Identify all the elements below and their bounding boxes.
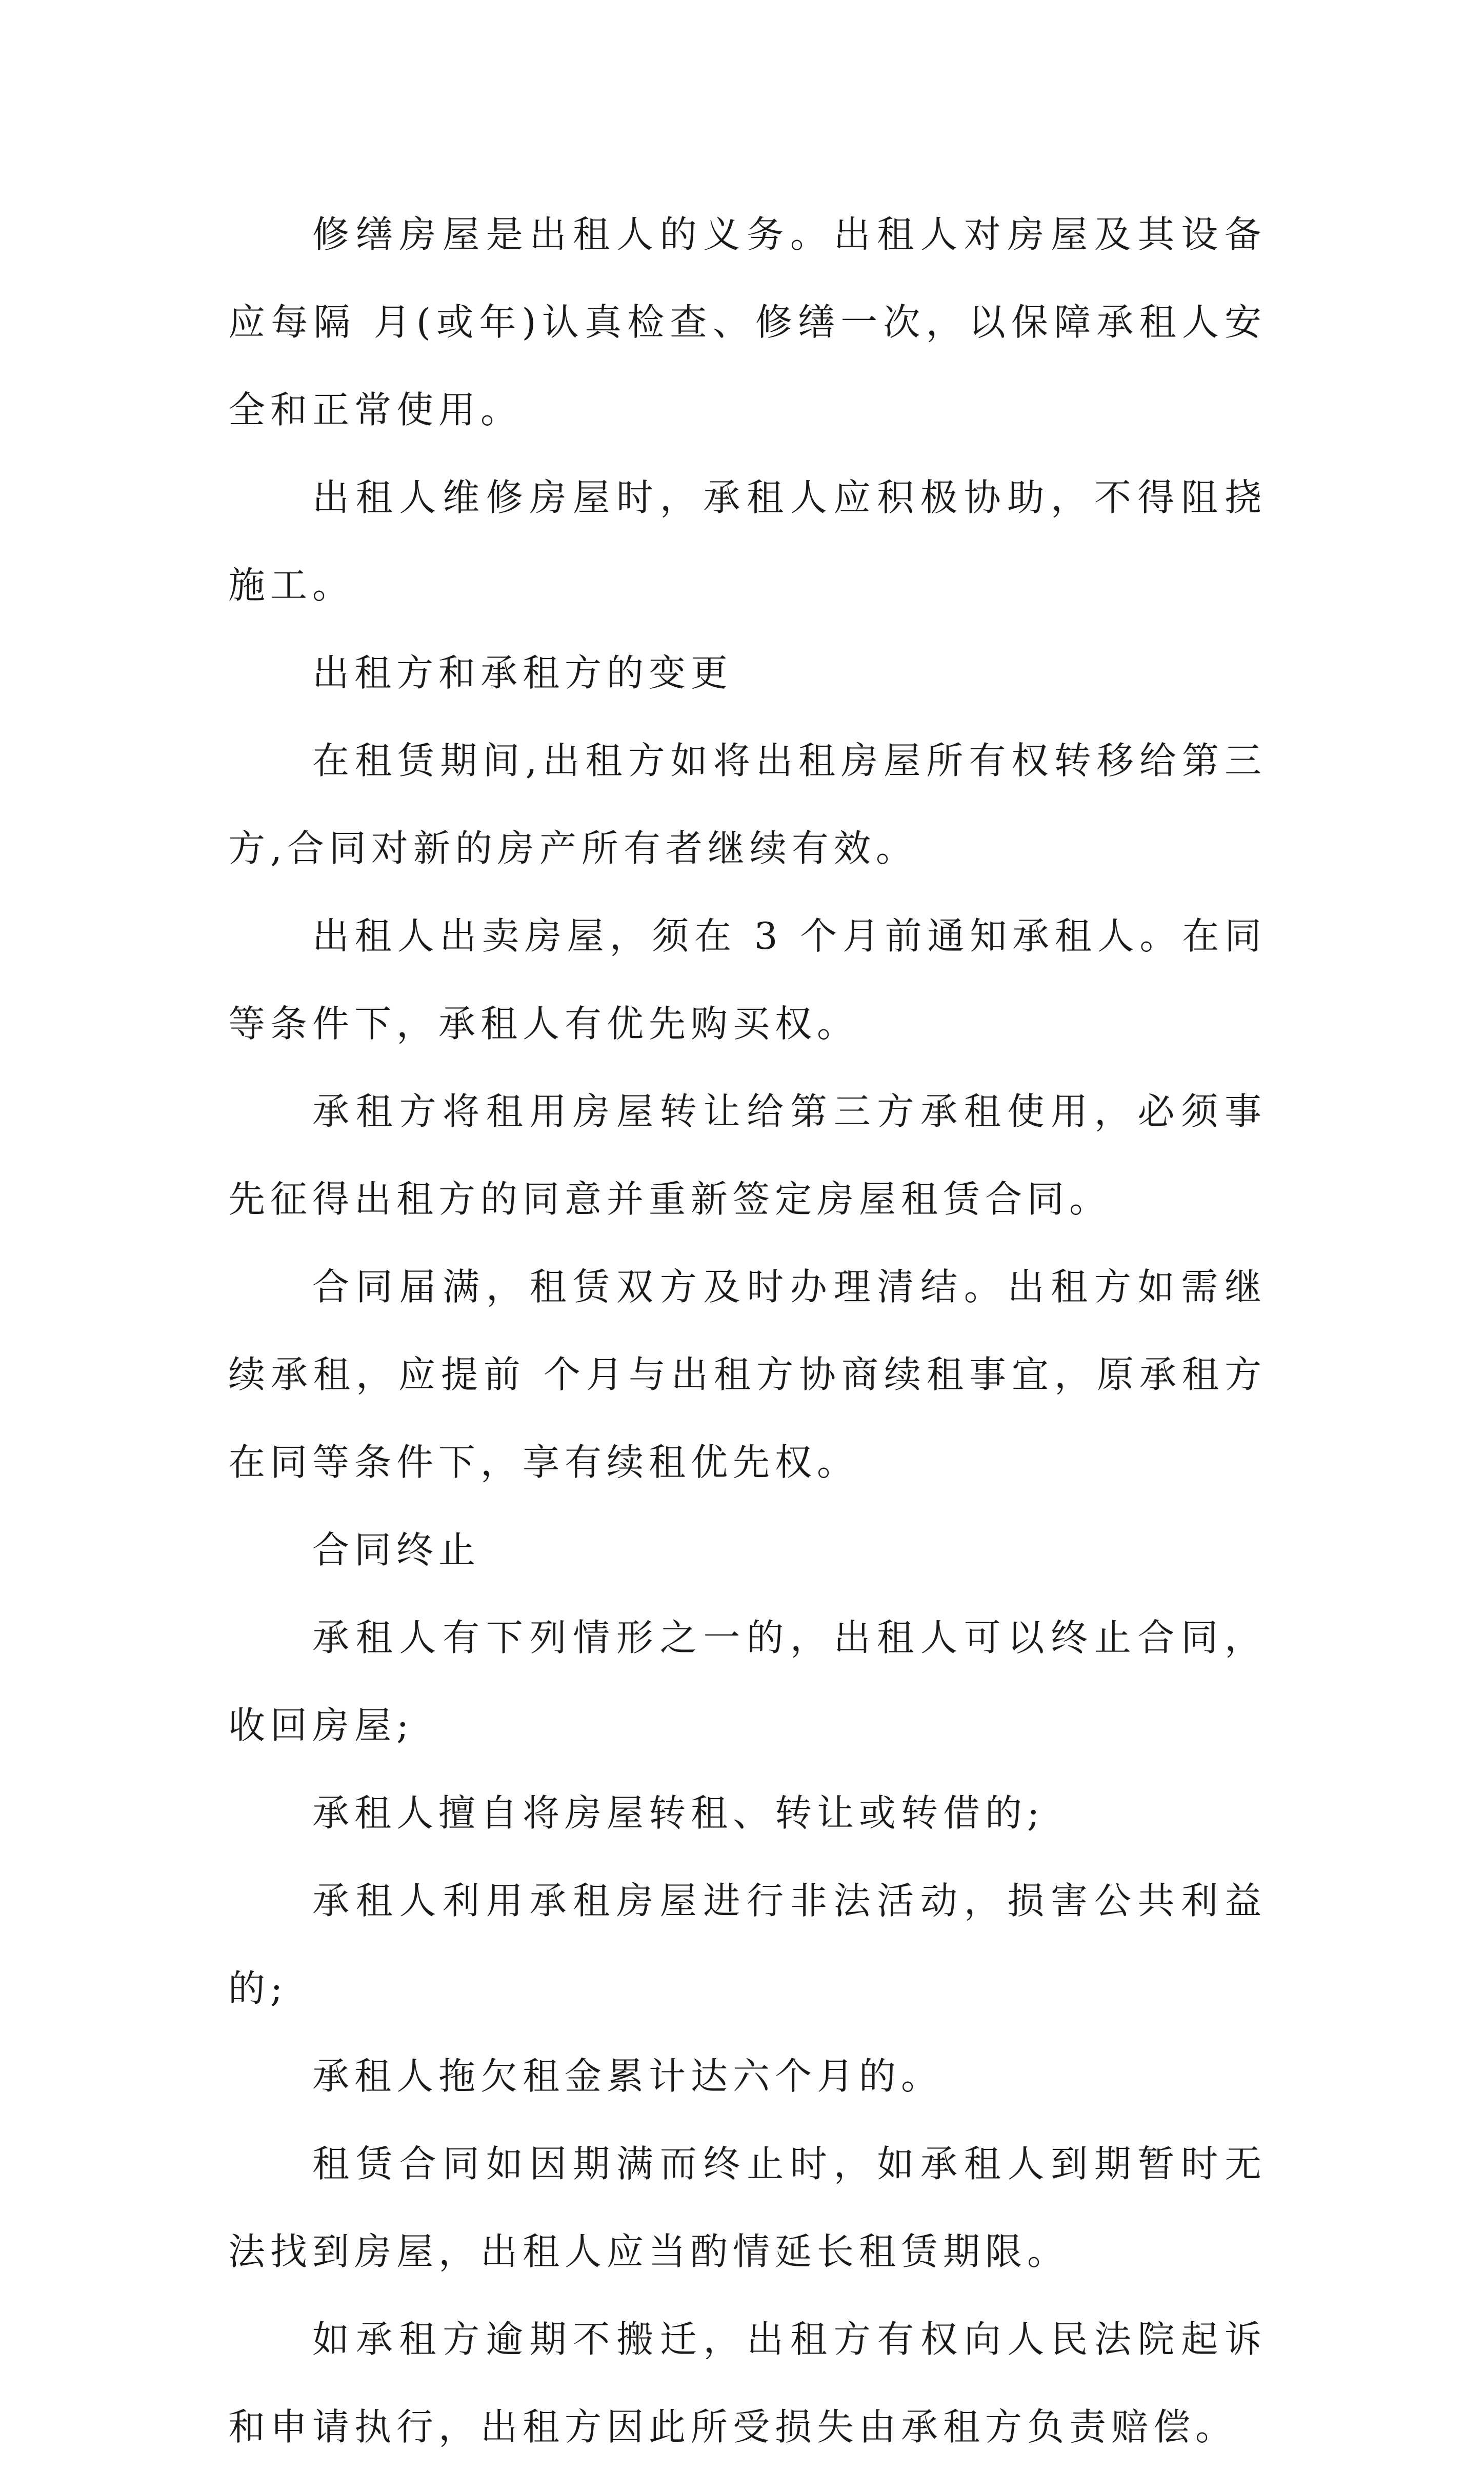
section-heading-termination: 合同终止 (312, 1528, 481, 1571)
paragraph-overdue-relocation: 如承租方逾期不搬迁，出租方有权向人民法院起诉和申请执行，出租方因此所受损失由承租方负责赔偿。 (228, 2318, 1267, 2448)
paragraph-term-extension: 租赁合同如因期满而终止时，如承租人到期暂时无法找到房屋，出租人应当酌情延长租赁期限。 (228, 2142, 1267, 2273)
paragraph-contract-expiry: 合同届满，租赁双方及时办理清结。出租方如需继续承租，应提前 个月与出租方协商续租事宜，原承租方在同等条件下，享有续租优先权。 (228, 1265, 1267, 1484)
paragraph-termination-conditions: 承租人有下列情形之一的，出租人可以终止合同，收回房屋; (228, 1616, 1267, 1747)
list-item-rent-arrears: 承租人拖欠租金累计达六个月的。 (312, 2055, 944, 2098)
list-item-unauthorized-sublet: 承租人擅自将房屋转租、转让或转借的; (312, 1791, 1045, 1835)
paragraph-sale-notice: 出租人出卖房屋，须在 3 个月前通知承租人。在同等条件下，承租人有优先购买权。 (228, 914, 1267, 1045)
paragraph-repair-cooperation: 出租人维修房屋时，承租人应积极协助，不得阻挠施工。 (228, 476, 1267, 607)
paragraph-ownership-transfer: 在租赁期间,出租方如将出租房屋所有权转移给第三方,合同对新的房产所有者继续有效。 (228, 739, 1267, 870)
paragraph-sublease: 承租方将租用房屋转让给第三方承租使用，必须事先征得出租方的同意并重新签定房屋租赁合同。 (228, 1090, 1267, 1221)
document-body (228, 191, 1267, 2471)
list-item-illegal-activity: 承租人利用承租房屋进行非法活动，损害公共利益的; (228, 1879, 1267, 2010)
section-heading-party-change: 出租方和承租方的变更 (312, 651, 733, 694)
paragraph-repair-duty: 修缮房屋是出租人的义务。出租人对房屋及其设备应每隔 月(或年)认真检查、修缮一次，以保障承租人安全和正常使用。 (228, 213, 1267, 431)
